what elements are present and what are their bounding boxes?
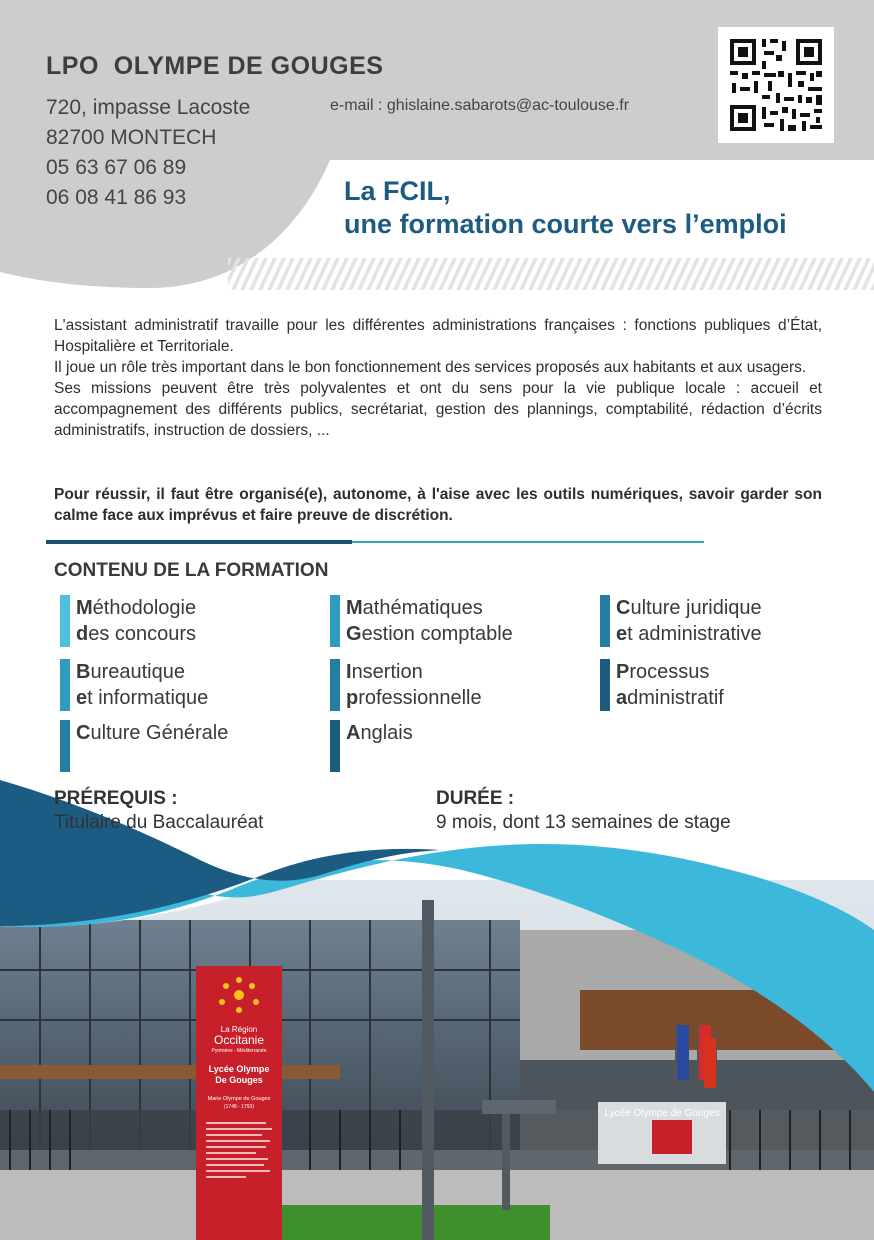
school-name: LPO OLYMPE DE GOUGES <box>46 52 384 80</box>
sign-person: Marie Olympe de Gouges <box>207 1096 271 1102</box>
course-item <box>60 720 228 772</box>
course-bar <box>60 720 70 772</box>
course-line: et informatique <box>76 687 209 709</box>
address-street: 720, impasse Lacoste <box>46 96 251 119</box>
sign-school-line: De Gouges <box>215 1075 263 1085</box>
duree-label: DURÉE : <box>436 788 515 809</box>
course-line: Processus <box>616 661 710 683</box>
course-line: Bureautique <box>76 661 185 683</box>
course-line: Gestion comptable <box>346 623 513 645</box>
intro-paragraph: L'assistant administratif travaille pour les différentes administrations françaises : fonctions publiques d’État, Hospitalière et Territoriale. <box>54 317 822 355</box>
course-line: Insertion <box>346 661 423 683</box>
course-bar <box>330 659 340 711</box>
course-item <box>600 659 724 711</box>
course-line: et administrative <box>616 623 762 645</box>
course-line: Anglais <box>346 722 413 744</box>
qr-code[interactable] <box>718 27 834 143</box>
sign-years: (1748 - 1793) <box>223 1104 255 1110</box>
section-divider <box>46 540 352 544</box>
section-divider <box>352 541 704 543</box>
course-line: Méthodologie <box>76 597 197 619</box>
prerequis-value: Titulaire du Baccalauréat <box>54 812 264 833</box>
course-item <box>60 595 196 647</box>
sign-region-line: Pyrénées - Méditerranée <box>211 1048 267 1054</box>
school-photo <box>0 780 874 1240</box>
sign-region-line: La Région <box>220 1025 258 1034</box>
phone-primary: 05 63 67 06 89 <box>46 156 187 179</box>
sign-school-line: Lycée Olympe <box>208 1064 270 1074</box>
course-bar <box>60 595 70 647</box>
course-bar <box>330 595 340 647</box>
headline-subtitle: une formation courte vers l’emploi <box>344 209 787 239</box>
course-bar <box>600 595 610 647</box>
course-line: des concours <box>76 623 197 645</box>
address-city: 82700 MONTECH <box>46 126 217 149</box>
course-bar <box>600 659 610 711</box>
course-item <box>330 595 513 647</box>
course-item <box>60 659 208 711</box>
headline-title: La FCIL, <box>344 176 451 206</box>
course-line: administratif <box>616 687 724 709</box>
course-item <box>330 659 482 711</box>
intro-text <box>54 315 822 441</box>
course-line: professionnelle <box>346 687 482 709</box>
course-bar <box>330 720 340 772</box>
sign-region-line: Occitanie <box>213 1033 265 1047</box>
prerequis-label: PRÉREQUIS : <box>54 788 178 809</box>
course-bar <box>60 659 70 711</box>
intro-paragraph: Ses missions peuvent être très polyvalentes et ont du sens pour la vie publique locale : accueil et accompagnement des différents publics, secrétariat, gestion des plannings, comptabilité, rédaction d’écrits administratifs, instruction de dossiers, ... <box>54 380 822 439</box>
section-title: CONTENU DE LA FORMATION <box>54 560 329 581</box>
intro-paragraph: Il joue un rôle très important dans le bon fonctionnement des services proposés aux habitants et aux usagers. <box>54 359 807 376</box>
email-link[interactable]: e-mail : ghislaine.sabarots@ac-toulouse.fr <box>330 97 630 114</box>
requirement-text: Pour réussir, il faut être organisé(e), autonome, à l'aise avec les outils numériques, savoir garder son calme face aux imprévus et faire preuve de discrétion. <box>54 486 822 524</box>
building-sign: Lycée Olympe de Gouges <box>604 1108 720 1119</box>
course-line: Culture juridique <box>616 597 762 619</box>
course-line: Mathématiques <box>346 597 483 619</box>
course-item <box>600 595 762 647</box>
decorative-stripes <box>228 258 874 290</box>
duree-value: 9 mois, dont 13 semaines de stage <box>436 812 731 833</box>
phone-secondary: 06 08 41 86 93 <box>46 186 187 209</box>
course-line: Culture Générale <box>76 722 229 744</box>
course-item <box>330 720 413 772</box>
